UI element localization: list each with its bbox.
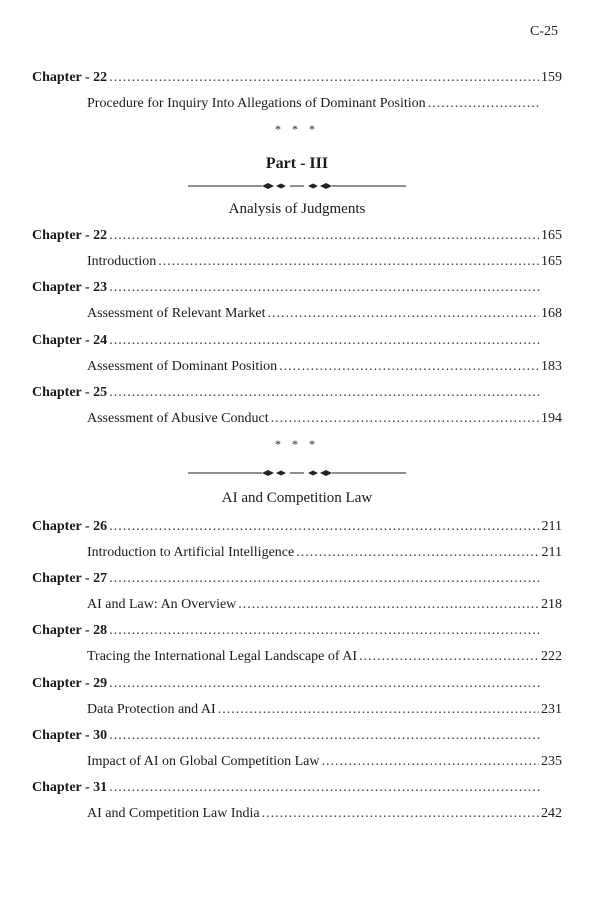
entry-page: 165 [541,254,562,270]
toc-chapter-row [32,70,562,86]
dot-leader [158,254,539,270]
dot-leader [267,306,539,322]
chapter-page: 165 [541,228,562,244]
toc-chapter-row [32,780,562,796]
chapter-page: 211 [541,518,562,534]
toc-chapter-row [32,519,562,535]
dot-leader [109,70,539,86]
toc-chapter-row [32,571,562,587]
entry-page: 242 [541,805,562,821]
entry-label: Tracing the International Legal Landscape of AI [87,649,358,665]
dot-leader [109,623,540,639]
dot-leader [109,780,540,796]
entry-page: 168 [541,306,562,322]
toc-entry-row [32,597,562,613]
dot-leader [109,519,539,535]
dot-leader [109,385,540,401]
section-separator-stars: * * * [275,122,319,137]
toc-chapter-row [32,676,562,692]
entry-page: 231 [541,701,562,717]
entry-page: 211 [541,545,562,561]
entry-label: AI and Law: An Overview [87,597,237,613]
entry-label: Introduction [87,254,157,270]
entry-label: Procedure for Inquiry Into Allegations of Dominant Position [87,96,426,112]
toc-chapter-row [32,385,562,401]
chapter-label: Chapter - 24 [32,332,108,348]
entry-page: 222 [541,649,562,665]
dot-leader [279,359,539,375]
toc-entry-row [32,806,562,822]
dot-leader [271,411,539,427]
dot-leader [109,571,540,587]
chapter-label: Chapter - 22 [32,228,108,244]
chapter-page: 159 [541,70,562,85]
dot-leader [109,728,540,744]
dot-leader [359,649,539,665]
toc-chapter-row [32,280,562,296]
toc-entry-row [32,306,562,322]
section-title: AI and Competition Law [221,489,373,506]
chapter-label: Chapter - 25 [32,384,108,400]
dot-leader [428,96,540,112]
entry-label: Assessment of Relevant Market [87,306,266,322]
toc-chapter-row [32,728,562,744]
dot-leader [296,545,539,561]
chapter-label: Chapter - 28 [32,623,108,639]
entry-label: Assessment of Dominant Position [87,358,278,374]
entry-label: AI and Competition Law India [87,805,260,821]
toc-entry-row [32,411,562,427]
entry-page: 194 [541,410,562,426]
page-number: C-25 [530,24,558,39]
toc-entry-row [32,649,562,665]
section-separator-stars: * * * [275,436,319,451]
toc-entry-row [32,754,562,770]
toc-chapter-row [32,623,562,639]
toc-chapter-row [32,228,562,244]
toc-entry-row [32,702,562,718]
chapter-label: Chapter - 23 [32,280,108,296]
dot-leader [262,806,539,822]
toc-chapter-row [32,333,562,349]
dot-leader [218,702,539,718]
part-title: Part - III [265,155,329,173]
entry-page: 218 [541,597,562,613]
chapter-label: Chapter - 29 [32,675,108,691]
entry-page: 235 [541,753,562,769]
dot-leader [109,333,540,349]
entry-label: Introduction to Artificial Intelligence [87,545,295,561]
toc-entry-row [32,359,562,375]
chapter-label: Chapter - 27 [32,571,108,587]
toc-entry-row [32,96,562,112]
ornament-divider [32,179,562,193]
entry-page: 183 [541,358,562,374]
chapter-label: Chapter - 26 [32,518,108,534]
section-title: Analysis of Judgments [228,201,366,218]
entry-label: Impact of AI on Global Competition Law [87,753,320,769]
entry-label: Assessment of Abusive Conduct [87,410,269,426]
dot-leader [109,280,540,296]
dot-leader [109,228,539,244]
table-of-contents [32,70,562,822]
toc-entry-row [32,545,562,561]
dot-leader [109,676,540,692]
chapter-label: Chapter - 30 [32,727,108,743]
chapter-label: Chapter - 22 [32,70,108,85]
dot-leader [238,597,539,613]
dot-leader [322,754,539,770]
ornament-divider [32,466,562,480]
chapter-label: Chapter - 31 [32,779,108,795]
entry-label: Data Protection and AI [87,701,216,717]
toc-entry-row [32,254,562,270]
